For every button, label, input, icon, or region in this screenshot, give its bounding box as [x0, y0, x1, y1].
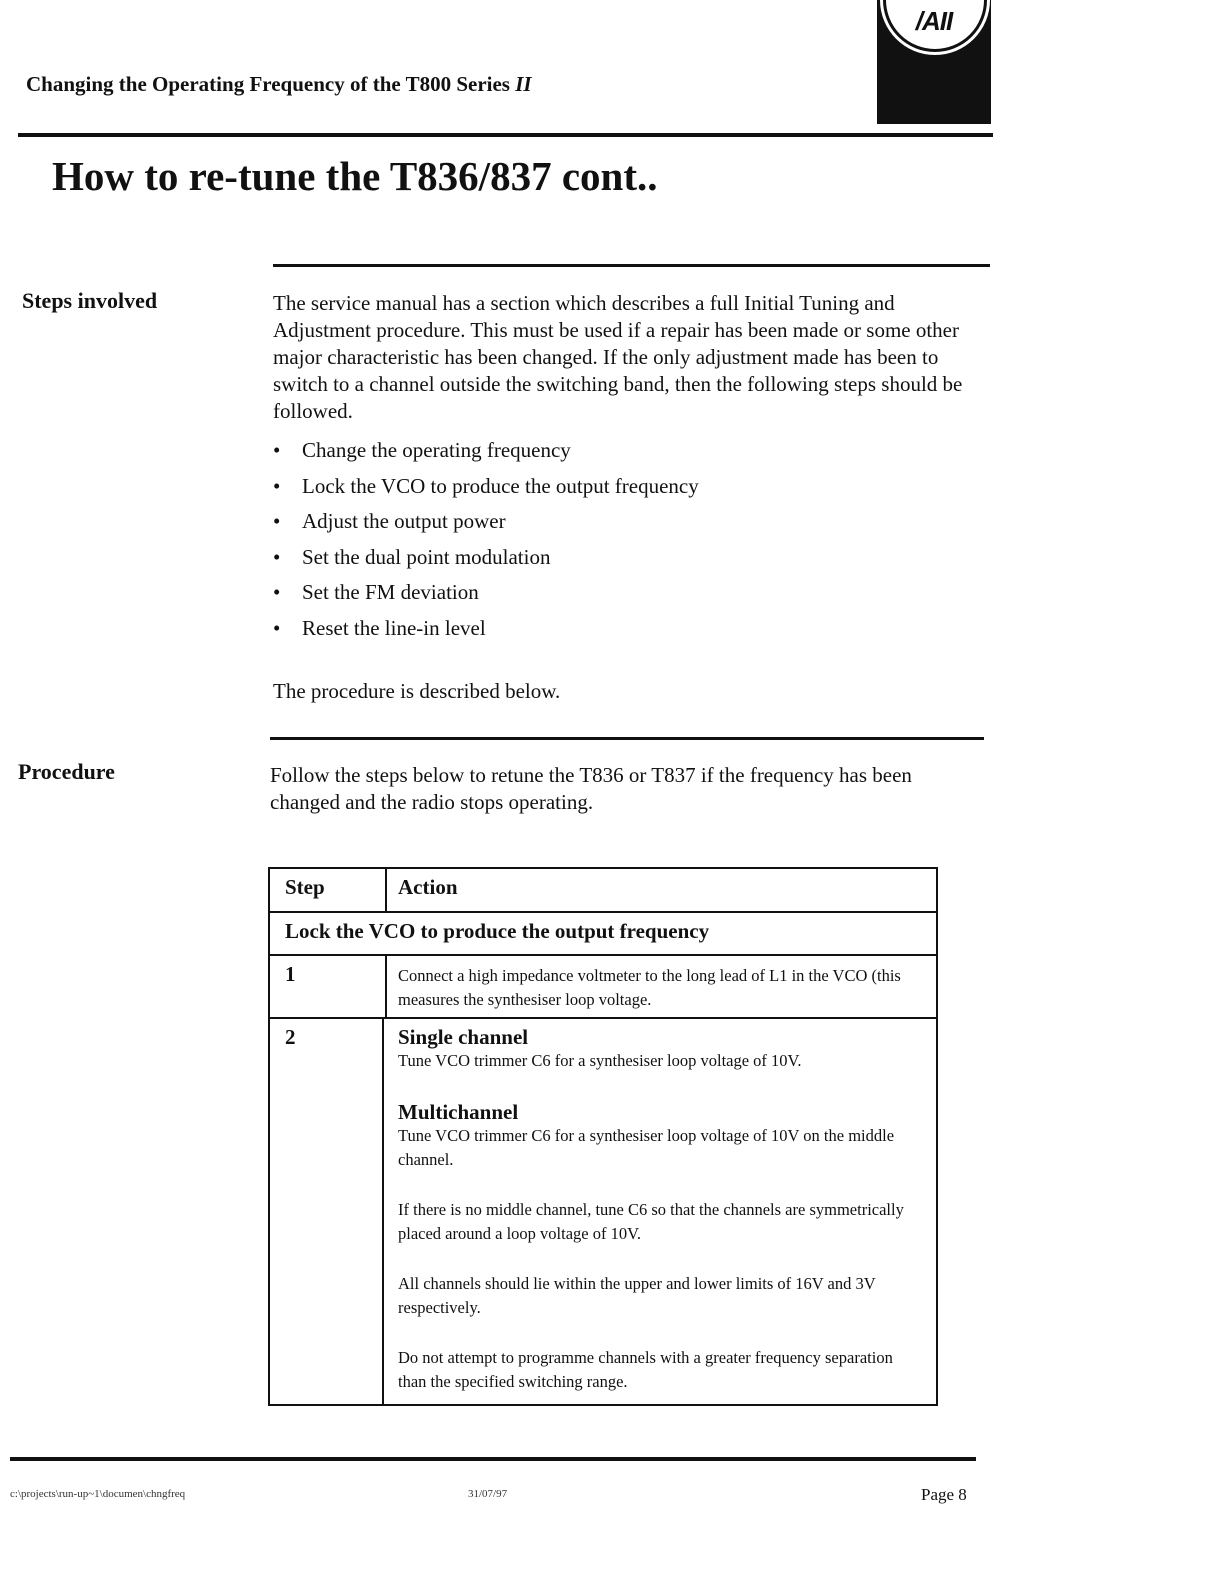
step-number: 1 [285, 962, 296, 986]
bullet-icon: • [273, 615, 281, 640]
bullet-icon: • [273, 580, 281, 604]
page-number: Page 8 [921, 1485, 967, 1504]
section-divider [270, 737, 984, 740]
steps-involved-intro: The service manual has a section which describes a full Initial Tuning and Adjustment procedure. This must be used if a repair has been made or some other major characteristic has been changed. If the only adjustment made has been to switch to a channel outside the switching band, then the following steps should be followed. [273, 291, 963, 423]
column-header-step: Step [285, 875, 325, 899]
section-divider [273, 264, 990, 267]
page-title: How to re-tune the T836/837 cont.. [52, 153, 658, 199]
single-channel-heading: Single channel [398, 1025, 529, 1049]
note-switching-range: Do not attempt to programme channels with a greater frequency separation than the specified switching range. [398, 1348, 893, 1391]
step-action-text: Connect a high impedance voltmeter to the long lead of L1 in the VCO (this measures the synthesiser loop voltage. [398, 966, 901, 1009]
note-no-middle-channel: If there is no middle channel, tune C6 so that the channels are symmetrically placed around a loop voltage of 10V. [398, 1200, 904, 1243]
column-divider [382, 1019, 384, 1404]
multichannel-heading: Multichannel [398, 1100, 519, 1124]
bullet-icon: • [273, 473, 281, 498]
footer-file-path: c:\projects\run-up~1\documen\chngfreq [10, 1488, 186, 1500]
list-item: • Change the operating frequency [273, 438, 571, 462]
list-item: • Lock the VCO to produce the output frequency [273, 473, 699, 498]
procedure-table [268, 867, 938, 1406]
list-item: • Set the dual point modulation [273, 544, 551, 569]
table-row [270, 1019, 936, 1404]
column-divider [385, 956, 387, 1019]
running-header-text: Changing the Operating Frequency of the T800 Series [26, 72, 516, 96]
running-header [26, 72, 532, 97]
running-header-series: II [515, 72, 532, 96]
list-item: • Adjust the output power [273, 509, 506, 533]
table-header-row [270, 869, 936, 913]
steps-involved-heading: Steps involved [22, 288, 158, 313]
column-header-action: Action [398, 875, 458, 899]
table-row [270, 956, 936, 1019]
step-action [398, 1025, 918, 1394]
column-divider [385, 869, 387, 913]
multichannel-text: Tune VCO trimmer C6 for a synthesiser loop voltage of 10V on the middle channel. [398, 1126, 895, 1169]
header-rule [18, 133, 993, 137]
logo [877, 0, 991, 124]
steps-involved-outro: The procedure is described below. [273, 679, 561, 703]
procedure-intro: Follow the steps below to retune the T836 or T837 if the frequency has been changed and the radio stops operating. [270, 763, 912, 814]
procedure-heading: Procedure [18, 759, 115, 784]
table-section-row [270, 913, 936, 956]
bullet-icon: • [273, 544, 281, 569]
steps-list [273, 437, 699, 650]
bullet-icon: • [273, 438, 281, 462]
note-channel-limits: All channels should lie within the upper and lower limits of 16V and 3V respectively. [398, 1274, 876, 1317]
logo-text: /AII [915, 6, 953, 36]
list-item: • Reset the line-in level [273, 615, 486, 640]
footer-rule [10, 1457, 976, 1461]
single-channel-text: Tune VCO trimmer C6 for a synthesiser loop voltage of 10V. [398, 1051, 802, 1070]
step-number: 2 [285, 1025, 296, 1049]
list-item: • Set the FM deviation [273, 580, 479, 604]
footer-date: 31/07/97 [468, 1488, 508, 1500]
bullet-icon: • [273, 509, 281, 533]
table-section-title: Lock the VCO to produce the output frequency [285, 919, 710, 943]
